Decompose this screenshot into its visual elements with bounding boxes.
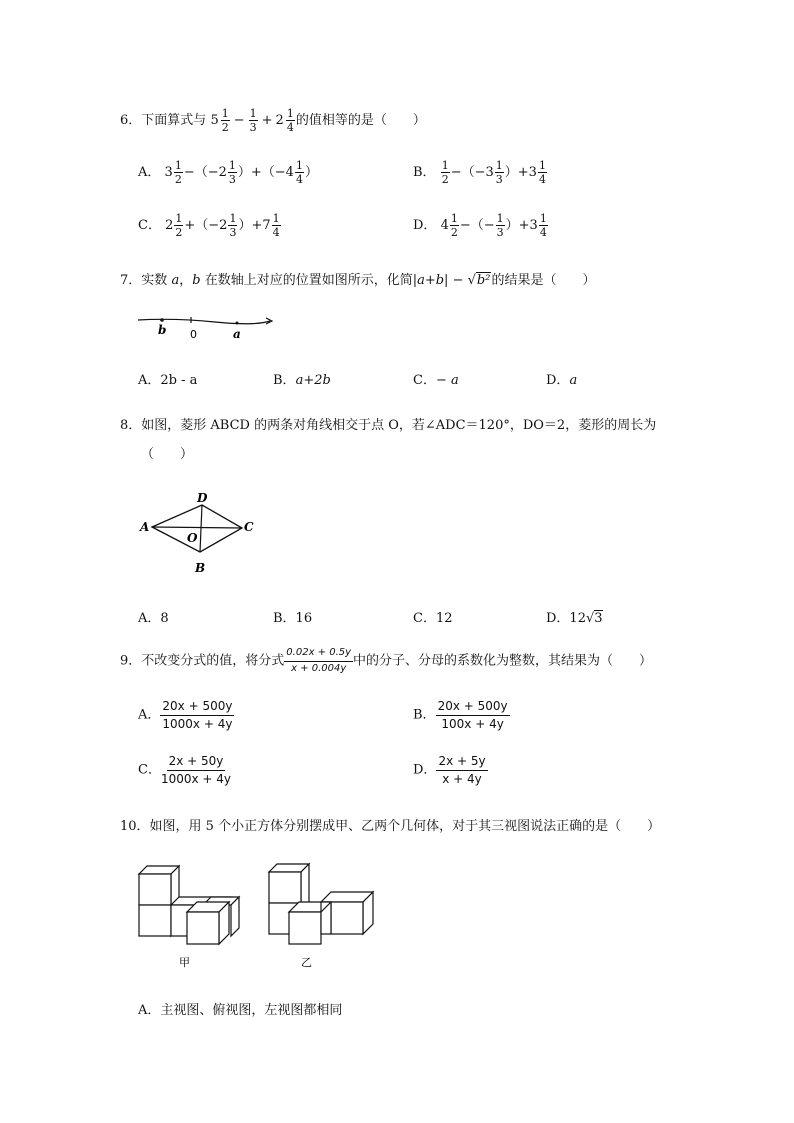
- q6-stem-pre: 下面算式与: [141, 113, 207, 128]
- q6-a-mid1: −（−2: [183, 165, 227, 180]
- q9-option-b-label: B．: [413, 707, 436, 723]
- jia-cube-bottom-front: [139, 905, 171, 936]
- q9-option-c[interactable]: [138, 755, 231, 785]
- q6-a-w1: 3: [164, 165, 173, 180]
- q6-expr-w3: 2: [275, 113, 284, 128]
- q7-sqrt-radicand: b²: [476, 273, 491, 288]
- q8-stem-text: 如图，菱形 ABCD 的两条对角线相交于点 O，若∠ADC＝120°，DO＝2，菱形的周长为: [141, 418, 657, 433]
- q9-option-c-fraction: $\frac{2x + 50y}{1000x + 4y}$: [160, 754, 232, 786]
- q6-a-end: ）: [304, 165, 318, 180]
- q6-c-frac1: $\frac{1}{2}$: [175, 212, 183, 239]
- q6-option-b-label: B．: [413, 165, 436, 180]
- q7-option-c-text: − a: [435, 373, 459, 388]
- q10-label-jia: 甲: [179, 956, 190, 969]
- q10-figure-jia: [135, 858, 245, 969]
- q7-option-a[interactable]: A．2b - a: [138, 373, 198, 388]
- q6-b-frac1: $\frac{1}{2}$: [441, 159, 449, 186]
- q7-number-line: [135, 310, 280, 344]
- q6-c-mid1: +（−2: [184, 218, 228, 233]
- q9-option-a-label: A．: [138, 707, 161, 723]
- q6-option-a[interactable]: [138, 160, 318, 185]
- q8-diagonal-db: [200, 505, 202, 552]
- q6-option-c[interactable]: [138, 213, 282, 238]
- q6-c-mid2: ）+7: [238, 218, 271, 233]
- q7-abs-expr: |a+b|: [412, 273, 449, 288]
- q7-label-a: a: [233, 327, 241, 341]
- jia-front-front: [187, 912, 219, 944]
- q9-option-b[interactable]: [413, 700, 510, 730]
- q6-option-b[interactable]: [413, 160, 548, 185]
- q6-a-frac3: $\frac{1}{4}$: [295, 159, 303, 186]
- q6-d-frac1: $\frac{1}{2}$: [450, 212, 458, 239]
- q8-diagonal-ac: [152, 527, 242, 528]
- q10-label-yi: 乙: [301, 956, 312, 969]
- q8-option-d[interactable]: D．12√3: [546, 611, 603, 626]
- q6-a-mid2: ）+（−4: [237, 165, 294, 180]
- q7-var-b: b: [192, 273, 201, 288]
- q6-expr-w1: 5: [210, 113, 219, 128]
- q8-rhombus-figure: [138, 490, 263, 578]
- q9-number: 9．: [120, 653, 142, 669]
- q7-point-b: [160, 318, 164, 322]
- q10-number: 10．: [120, 819, 150, 834]
- q10-stem: [120, 815, 660, 834]
- q9-stem-frac-num: 0.02x + 0.5y: [284, 648, 353, 662]
- q9-option-a[interactable]: [138, 700, 234, 730]
- q10-stem-text: 如图，用 5 个小正方体分别摆成甲、乙两个几何体，对于其三视图说法正确的是（ ）: [149, 819, 661, 834]
- q6-d-mid2: ）+3: [505, 218, 538, 233]
- yi-cube-top-front: [269, 872, 301, 903]
- q7-label-b: b: [158, 323, 167, 337]
- q9-stem-fraction: [284, 648, 353, 674]
- q7-minus: −: [448, 273, 468, 288]
- q7-stem-post: 的结果是（ ）: [491, 273, 596, 288]
- q6-c-frac3: $\frac{1}{4}$: [272, 212, 280, 239]
- q10-option-a[interactable]: A．主视图、俯视图，左视图都相同: [138, 1003, 343, 1018]
- q7-number: 7．: [120, 273, 142, 288]
- q6-number: 6．: [120, 113, 142, 128]
- q8-stem-line1: [120, 414, 656, 433]
- q8-option-c[interactable]: C．12: [413, 611, 453, 626]
- q7-stem-pre: 实数: [141, 273, 168, 288]
- q8-stem-line2: （ ）: [141, 447, 194, 462]
- q6-c-frac2: $\frac{1}{3}$: [229, 212, 237, 239]
- q8-number: 8．: [120, 418, 142, 433]
- q8-option-b[interactable]: B．16: [273, 611, 313, 626]
- q6-d-frac3: $\frac{1}{4}$: [539, 212, 547, 239]
- q6-expr-op1: −: [233, 113, 245, 128]
- q6-a-frac2: $\frac{1}{3}$: [228, 159, 236, 186]
- q7-sqrt: √b²: [467, 273, 491, 288]
- q7-option-d-text: a: [569, 373, 578, 388]
- q6-option-c-label: C．: [138, 218, 161, 233]
- yi-front-a: [289, 912, 321, 944]
- q6-b-frac2: $\frac{1}{3}$: [495, 159, 503, 186]
- q8-label-a: A: [140, 520, 150, 534]
- q7-option-d[interactable]: [546, 369, 577, 388]
- q9-option-c-label: C．: [138, 762, 161, 778]
- q9-option-d[interactable]: [413, 755, 488, 785]
- q6-stem: [120, 108, 426, 133]
- q6-d-frac2: $\frac{1}{3}$: [496, 212, 504, 239]
- q7-comma: ，: [179, 273, 193, 288]
- q6-expr-frac2: $\frac{1}{3}$: [249, 107, 257, 134]
- q9-option-d-fraction: $\frac{2x + 5y}{x + 4y}$: [438, 754, 486, 786]
- q9-stem: [120, 648, 652, 674]
- q9-stem-frac-den: x + 0.004y: [291, 662, 347, 674]
- q6-d-mid1: −（−: [459, 218, 495, 233]
- q6-d-w1: 4: [440, 218, 449, 233]
- yi-row-right-front: [331, 902, 363, 934]
- q6-expr: [210, 108, 295, 133]
- q9-option-d-label: D．: [413, 762, 437, 778]
- q6-option-d[interactable]: [413, 213, 549, 238]
- q6-option-a-label: A．: [138, 165, 161, 180]
- q7-option-c-label: C．: [413, 373, 436, 388]
- q7-stem: [120, 269, 595, 288]
- q9-option-b-fraction: $\frac{20x + 500y}{100x + 4y}$: [437, 699, 508, 731]
- q7-point-a: [236, 322, 239, 325]
- q9-stem-pre: 不改变分式的值，将分式: [141, 653, 285, 669]
- q10-figure-yi: [265, 858, 380, 969]
- q7-option-b[interactable]: [273, 369, 331, 388]
- q6-expr-frac1: $\frac{1}{2}$: [221, 107, 229, 134]
- q7-label-zero: 0: [190, 328, 197, 341]
- q6-option-d-label: D．: [413, 218, 437, 233]
- q9-stem-post: 中的分子、分母的系数化为整数，其结果为（ ）: [353, 653, 653, 669]
- q7-option-d-label: D．: [546, 373, 570, 388]
- q7-var-a: a: [171, 273, 180, 288]
- q6-expr-op2: +: [261, 113, 273, 128]
- q8-label-b: B: [195, 561, 206, 575]
- q6-b-mid2: ）+3: [504, 165, 537, 180]
- q7-stem-mid: 在数轴上对应的位置如图所示，化简: [204, 273, 413, 288]
- q7-option-b-text: a+2b: [295, 373, 331, 388]
- q6-c-w1: 2: [165, 218, 174, 233]
- jia-cube-top-front: [139, 874, 171, 905]
- q8-option-d-radicand: 3: [594, 611, 603, 626]
- q6-stem-post: 的值相等的是（ ）: [295, 113, 426, 128]
- q8-option-d-label: D．12: [546, 611, 586, 626]
- q8-label-o: O: [187, 531, 198, 545]
- q6-b-frac3: $\frac{1}{4}$: [538, 159, 546, 186]
- q6-b-mid1: −（−3: [450, 165, 494, 180]
- q7-option-c[interactable]: [413, 369, 459, 388]
- q6-a-frac1: $\frac{1}{2}$: [174, 159, 182, 186]
- q8-label-c: C: [244, 520, 254, 534]
- q6-expr-frac3: $\frac{1}{4}$: [286, 107, 294, 134]
- q9-option-a-fraction: $\frac{20x + 500y}{1000x + 4y}$: [162, 699, 233, 731]
- q8-label-d: D: [197, 491, 208, 505]
- q7-option-b-label: B．: [273, 373, 296, 388]
- q8-option-a[interactable]: A．8: [138, 611, 169, 626]
